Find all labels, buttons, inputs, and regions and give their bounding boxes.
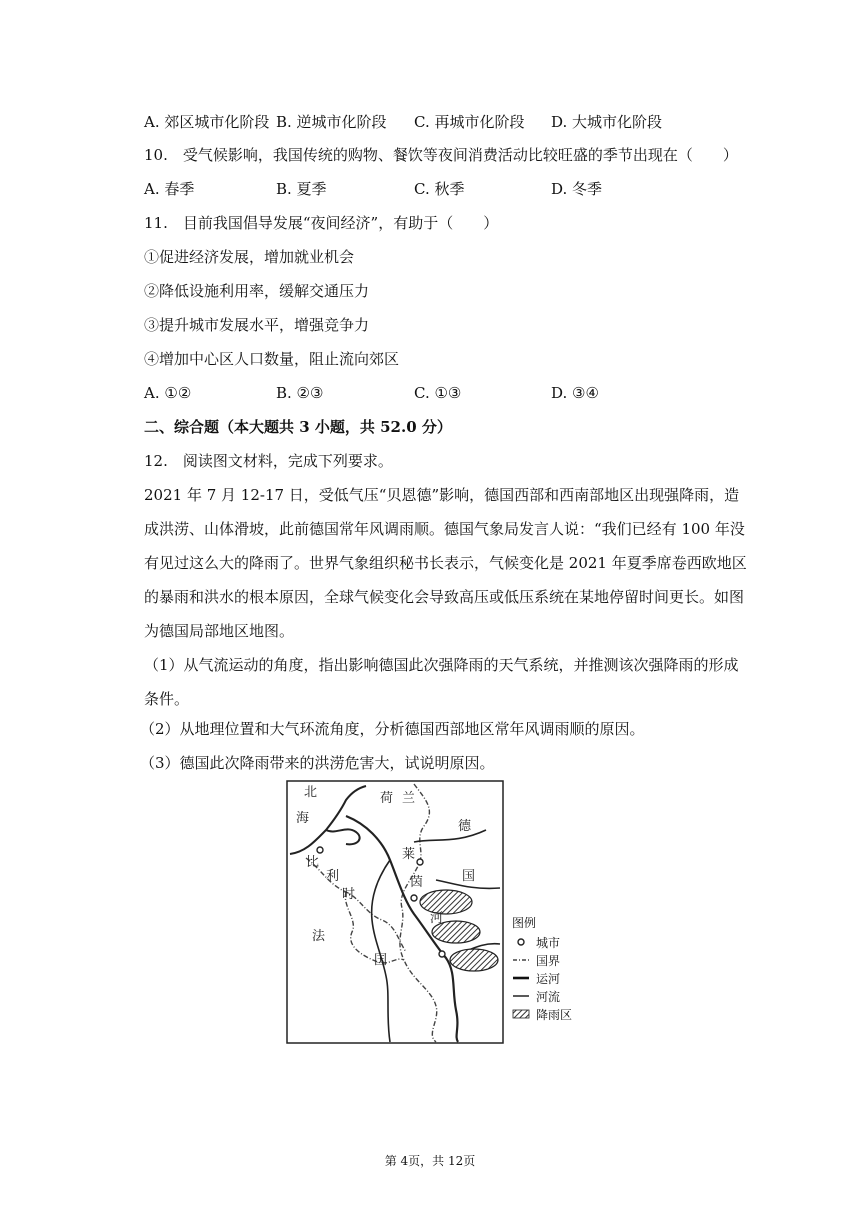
border-icon <box>512 954 530 966</box>
q11-option-c: C. ①③ <box>414 384 462 402</box>
page-footer: 第 4页，共 12页 <box>384 1154 476 1168</box>
q11-option-b: B. ②③ <box>276 384 324 402</box>
q12-sub3: （3）德国此次降雨带来的洪涝危害大，试说明原因。 <box>140 754 495 772</box>
legend-river-label: 河流 <box>536 989 561 1004</box>
city-icon <box>512 936 530 948</box>
q9-option-d: D. 大城市化阶段 <box>551 113 663 131</box>
map-label-rhine2: 茵 <box>410 875 424 890</box>
map-legend <box>512 914 592 1023</box>
q11-option-a: A. ①② <box>144 384 192 402</box>
q11-option-d: D. ③④ <box>551 384 599 402</box>
q11-item-1: ①促进经济发展，增加就业机会 <box>144 248 355 266</box>
river-icon <box>512 990 530 1002</box>
legend-title: 图例 <box>512 916 537 930</box>
city-marker <box>411 895 417 901</box>
q11-stem: 11. 目前我国倡导发展“夜间经济”，有助于（ ） <box>144 214 499 232</box>
city-marker <box>439 951 445 957</box>
q12-sub1: （1）从气流运动的角度，指出影响德国此次强降雨的天气系统，并推测该次强降雨的形成条件。 <box>144 656 739 708</box>
map-label-fr1: 法 <box>312 929 326 944</box>
legend-rain-label: 降雨区 <box>536 1007 573 1022</box>
rain-area-1 <box>420 890 472 914</box>
map-label-rhine3: 河 <box>430 911 444 926</box>
city-marker <box>317 847 323 853</box>
map-label-de1: 德 <box>458 819 472 834</box>
legend-border <box>512 951 592 969</box>
q12-stem: 12. 阅读图文材料，完成下列要求。 <box>144 452 393 470</box>
legend-canal <box>512 969 592 987</box>
q9-option-a: A. 郊区城市化阶段 <box>144 113 270 131</box>
canal-icon <box>512 972 530 984</box>
map-label-holland1: 荷 <box>380 791 394 806</box>
germany-map <box>286 780 504 1044</box>
map-label-bel3: 时 <box>342 887 356 902</box>
legend-city-label: 城市 <box>536 935 561 950</box>
q9-option-c: C. 再城市化阶段 <box>414 113 525 131</box>
q11-item-2: ②降低设施利用率，缓解交通压力 <box>144 282 370 300</box>
map-label-north1: 北 <box>304 785 318 800</box>
q9-option-b: B. 逆城市化阶段 <box>276 113 387 131</box>
map-label-fr2: 国 <box>374 953 388 968</box>
city-marker <box>417 859 423 865</box>
q10-option-d: D. 冬季 <box>551 180 603 198</box>
q10-option-b: B. 夏季 <box>276 180 327 198</box>
q10-stem: 10. 受气候影响，我国传统的购物、餐饮等夜间消费活动比较旺盛的季节出现在（ ） <box>144 146 738 164</box>
legend-city <box>512 933 592 951</box>
map-label-north2: 海 <box>296 811 310 826</box>
rain-area-3 <box>450 949 498 971</box>
q12-sub2: （2）从地理位置和大气环流角度，分析德国西部地区常年风调雨顺的原因。 <box>140 720 645 738</box>
rain-area-icon <box>512 1008 530 1020</box>
q10-option-c: C. 秋季 <box>414 180 465 198</box>
q12-material: 2021 年 7 月 12-17 日，受低气压“贝恩德”影响，德国西部和西南部地区出现强降雨，造成洪涝、山体滑坡，此前德国常年风调雨顺。德国气象局发言人说：“我们已经有 100 年没有见过这么大的降雨了。世界气象组织秘书长表示，气候变化是 2021 年夏季席卷西欧地区的暴雨和洪水的根本原因，全球气候变化会导致高压或低压系统在某地停留时间更长。如图为德国局部地区地图。 <box>144 486 747 640</box>
legend-border-label: 国界 <box>536 953 561 968</box>
map-label-holland2: 兰 <box>402 791 416 806</box>
legend-canal-label: 运河 <box>536 971 561 986</box>
q11-item-4: ④增加中心区人口数量，阻止流向郊区 <box>144 350 400 368</box>
section-title: 二、综合题（本大题共 3 小题，共 52.0 分） <box>144 418 452 436</box>
map-label-de2: 国 <box>462 869 476 884</box>
map-label-bel1: 比 <box>306 855 320 870</box>
legend-river <box>512 987 592 1005</box>
map-label-rhine1: 莱 <box>402 847 416 862</box>
q10-option-a: A. 春季 <box>144 180 195 198</box>
map-label-bel2: 利 <box>326 869 340 884</box>
q11-item-3: ③提升城市发展水平，增强竞争力 <box>144 316 370 334</box>
legend-rain <box>512 1005 592 1023</box>
